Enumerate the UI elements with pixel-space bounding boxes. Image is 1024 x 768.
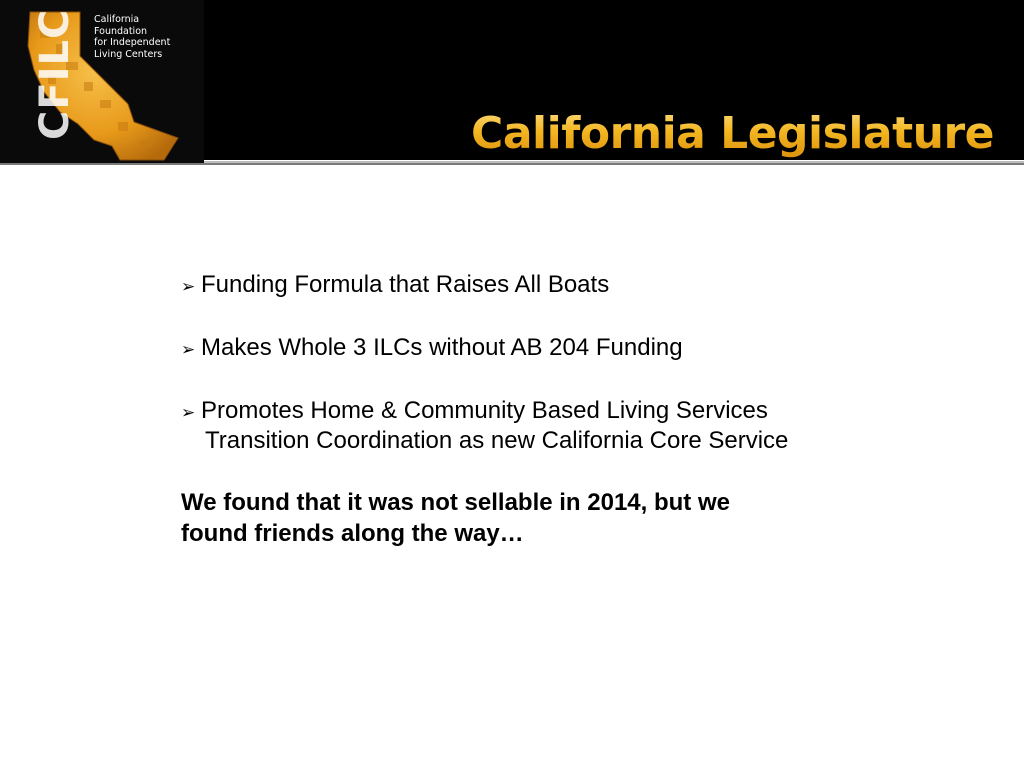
statement-line: found friends along the way… [181,520,524,547]
bullet-line: Promotes Home & Community Based Living Services [201,397,768,424]
logo-monogram: CFILC [32,8,78,140]
slide-body [181,270,861,549]
bullet-line: Funding Formula that Raises All Boats [201,271,610,298]
arrow-bullet-icon: ➢ [181,277,196,296]
bullet-item [181,270,861,302]
header-divider-dark [0,163,1024,165]
bullet-line: Makes Whole 3 ILCs without AB 204 Funding [201,334,683,361]
logo-org-line: Living Centers [94,48,163,60]
bullet-text [201,270,609,300]
logo-org-name [94,14,202,60]
statement-line: We found that it was not sellable in 2014, but we [181,489,730,516]
bullet-item [181,396,861,456]
slide-title: California Legislature [471,106,994,162]
cfilc-logo [0,0,204,163]
bullet-text [201,333,683,363]
logo-org-line: California [94,14,140,25]
bullet-item [181,333,861,365]
closing-statement [181,487,861,549]
arrow-bullet-icon: ➢ [181,403,196,422]
bullet-text [201,396,788,456]
arrow-bullet-icon: ➢ [181,340,196,359]
bullet-line: Transition Coordination as new California Core Service [205,427,789,454]
logo-org-line: for Independent [94,37,171,48]
logo-org-line: Foundation [94,25,148,37]
